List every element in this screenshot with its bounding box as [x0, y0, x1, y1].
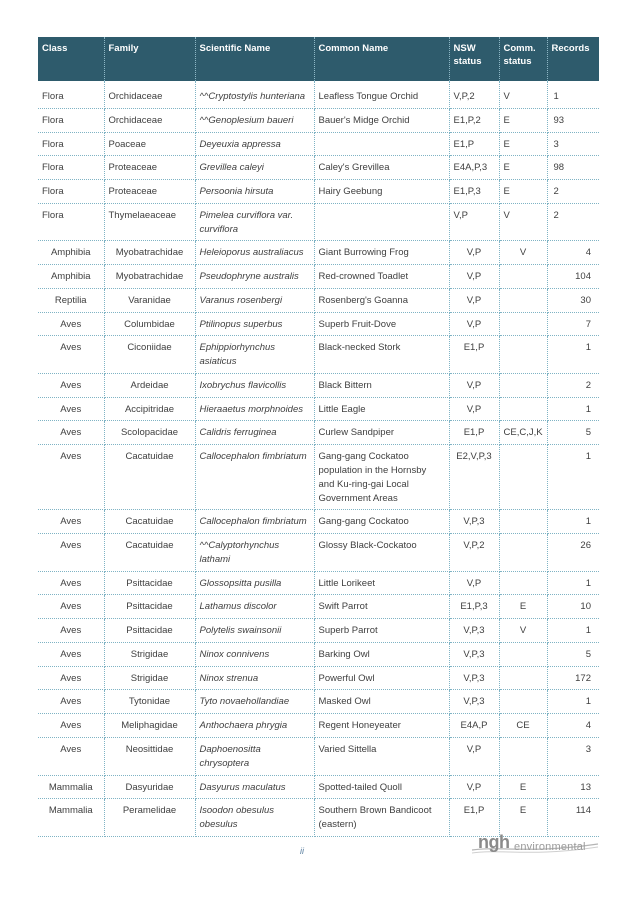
cell-records: 114 — [547, 799, 599, 837]
cell-class: Aves — [38, 421, 104, 445]
cell-class: Flora — [38, 203, 104, 241]
table-row — [38, 737, 599, 775]
cell-common-name: Spotted-tailed Quoll — [314, 775, 449, 799]
cell-class: Mammalia — [38, 775, 104, 799]
cell-comm-status: CE — [499, 714, 547, 738]
cell-records: 3 — [547, 132, 599, 156]
cell-records: 2 — [547, 180, 599, 204]
cell-common-name: Superb Fruit-Dove — [314, 312, 449, 336]
cell-class: Reptilia — [38, 288, 104, 312]
cell-scientific-name: Heleioporus australiacus — [195, 241, 314, 265]
cell-class: Aves — [38, 595, 104, 619]
table-row — [38, 132, 599, 156]
cell-scientific-name: Persoonia hirsuta — [195, 180, 314, 204]
table-row — [38, 397, 599, 421]
table-row — [38, 619, 599, 643]
cell-family: Neosittidae — [104, 737, 195, 775]
table-row — [38, 595, 599, 619]
cell-records: 30 — [547, 288, 599, 312]
cell-scientific-name: ^^Cryptostylis hunteriana — [195, 81, 314, 108]
threatened-species-table — [38, 37, 599, 837]
cell-family: Varanidae — [104, 288, 195, 312]
cell-class: Aves — [38, 312, 104, 336]
cell-common-name: Barking Owl — [314, 642, 449, 666]
cell-class: Flora — [38, 180, 104, 204]
table-row — [38, 156, 599, 180]
cell-common-name: Varied Sittella — [314, 737, 449, 775]
cell-class: Flora — [38, 81, 104, 108]
table-row — [38, 714, 599, 738]
table-row — [38, 312, 599, 336]
cell-comm-status — [499, 312, 547, 336]
cell-comm-status: V — [499, 203, 547, 241]
table-row — [38, 421, 599, 445]
cell-common-name: Gang-gang Cockatoo — [314, 510, 449, 534]
table-row — [38, 265, 599, 289]
cell-records: 5 — [547, 421, 599, 445]
table-row — [38, 336, 599, 374]
cell-records: 1 — [547, 445, 599, 510]
cell-nsw-status: V,P,3 — [449, 666, 499, 690]
cell-comm-status: V — [499, 241, 547, 265]
cell-scientific-name: Hieraaetus morphnoides — [195, 397, 314, 421]
cell-family: Orchidaceae — [104, 81, 195, 108]
cell-family: Strigidae — [104, 666, 195, 690]
cell-common-name: Bauer's Midge Orchid — [314, 108, 449, 132]
cell-nsw-status: E1,P — [449, 799, 499, 837]
cell-family: Tytonidae — [104, 690, 195, 714]
cell-records: 13 — [547, 775, 599, 799]
cell-scientific-name: Lathamus discolor — [195, 595, 314, 619]
page-number: ii — [300, 846, 304, 856]
cell-comm-status: V — [499, 81, 547, 108]
cell-scientific-name: Pseudophryne australis — [195, 265, 314, 289]
cell-comm-status — [499, 737, 547, 775]
cell-scientific-name: Ixobrychus flavicollis — [195, 373, 314, 397]
cell-scientific-name: ^^Genoplesium baueri — [195, 108, 314, 132]
cell-common-name: Giant Burrowing Frog — [314, 241, 449, 265]
cell-family: Peramelidae — [104, 799, 195, 837]
cell-scientific-name: Deyeuxia appressa — [195, 132, 314, 156]
cell-scientific-name: Ninox connivens — [195, 642, 314, 666]
cell-scientific-name: Ninox strenua — [195, 666, 314, 690]
cell-family: Cacatuidae — [104, 510, 195, 534]
cell-comm-status: E — [499, 775, 547, 799]
cell-nsw-status: E1,P — [449, 132, 499, 156]
cell-class: Aves — [38, 642, 104, 666]
cell-common-name — [314, 203, 449, 241]
cell-family: Thymelaeaceae — [104, 203, 195, 241]
header-nsw-status: NSW status — [449, 37, 499, 81]
cell-scientific-name: Glossopsitta pusilla — [195, 571, 314, 595]
cell-scientific-name: Daphoenositta chrysoptera — [195, 737, 314, 775]
cell-family: Poaceae — [104, 132, 195, 156]
cell-class: Aves — [38, 714, 104, 738]
cell-class: Flora — [38, 108, 104, 132]
cell-family: Cacatuidae — [104, 534, 195, 572]
table-row — [38, 445, 599, 510]
cell-common-name: Rosenberg's Goanna — [314, 288, 449, 312]
cell-nsw-status: E2,V,P,3 — [449, 445, 499, 510]
cell-records: 2 — [547, 203, 599, 241]
cell-comm-status — [499, 336, 547, 374]
cell-common-name: Powerful Owl — [314, 666, 449, 690]
cell-comm-status — [499, 642, 547, 666]
cell-nsw-status: V,P — [449, 312, 499, 336]
cell-common-name: Masked Owl — [314, 690, 449, 714]
cell-comm-status: E — [499, 156, 547, 180]
cell-common-name: Superb Parrot — [314, 619, 449, 643]
cell-common-name: Black Bittern — [314, 373, 449, 397]
table-row — [38, 690, 599, 714]
cell-common-name: Little Eagle — [314, 397, 449, 421]
cell-nsw-status: V,P — [449, 288, 499, 312]
cell-records: 104 — [547, 265, 599, 289]
cell-records: 26 — [547, 534, 599, 572]
cell-nsw-status: E1,P,3 — [449, 595, 499, 619]
cell-family: Psittacidae — [104, 571, 195, 595]
cell-scientific-name: Pimelea curviflora var. curviflora — [195, 203, 314, 241]
table-row — [38, 203, 599, 241]
cell-common-name: Hairy Geebung — [314, 180, 449, 204]
cell-class: Amphibia — [38, 265, 104, 289]
cell-nsw-status: V,P — [449, 571, 499, 595]
cell-nsw-status: E4A,P — [449, 714, 499, 738]
cell-scientific-name: ^^Calyptorhynchus lathami — [195, 534, 314, 572]
cell-common-name: Black-necked Stork — [314, 336, 449, 374]
cell-class: Aves — [38, 445, 104, 510]
header-comm-status: Comm. status — [499, 37, 547, 81]
cell-class: Aves — [38, 510, 104, 534]
cell-class: Amphibia — [38, 241, 104, 265]
cell-family: Myobatrachidae — [104, 241, 195, 265]
cell-records: 172 — [547, 666, 599, 690]
table-row — [38, 534, 599, 572]
cell-class: Aves — [38, 397, 104, 421]
cell-nsw-status: V,P — [449, 397, 499, 421]
cell-common-name: Leafless Tongue Orchid — [314, 81, 449, 108]
cell-comm-status — [499, 288, 547, 312]
cell-scientific-name: Varanus rosenbergi — [195, 288, 314, 312]
header-records: Records — [547, 37, 599, 81]
cell-nsw-status: V,P — [449, 265, 499, 289]
cell-class: Flora — [38, 132, 104, 156]
cell-nsw-status: V,P — [449, 775, 499, 799]
cell-nsw-status: V,P,3 — [449, 642, 499, 666]
cell-class: Aves — [38, 534, 104, 572]
cell-family: Columbidae — [104, 312, 195, 336]
cell-family: Psittacidae — [104, 595, 195, 619]
cell-comm-status — [499, 373, 547, 397]
header-family: Family — [104, 37, 195, 81]
cell-nsw-status: V,P — [449, 737, 499, 775]
cell-records: 98 — [547, 156, 599, 180]
cell-nsw-status: E1,P — [449, 421, 499, 445]
table-row — [38, 241, 599, 265]
table-body — [38, 81, 599, 836]
table-row — [38, 108, 599, 132]
cell-nsw-status: E1,P,3 — [449, 180, 499, 204]
cell-records: 5 — [547, 642, 599, 666]
cell-common-name: Glossy Black-Cockatoo — [314, 534, 449, 572]
cell-family: Dasyuridae — [104, 775, 195, 799]
cell-class: Aves — [38, 619, 104, 643]
cell-scientific-name: Callocephalon fimbriatum — [195, 445, 314, 510]
cell-records: 93 — [547, 108, 599, 132]
cell-records: 3 — [547, 737, 599, 775]
cell-comm-status: V — [499, 619, 547, 643]
cell-comm-status — [499, 571, 547, 595]
cell-nsw-status: V,P,2 — [449, 534, 499, 572]
cell-family: Proteaceae — [104, 180, 195, 204]
cell-family: Ardeidae — [104, 373, 195, 397]
cell-records: 1 — [547, 571, 599, 595]
table-row — [38, 642, 599, 666]
cell-records: 1 — [547, 336, 599, 374]
cell-comm-status — [499, 534, 547, 572]
cell-family: Meliphagidae — [104, 714, 195, 738]
cell-scientific-name: Callocephalon fimbriatum — [195, 510, 314, 534]
cell-common-name: Swift Parrot — [314, 595, 449, 619]
cell-records: 1 — [547, 690, 599, 714]
cell-comm-status: E — [499, 132, 547, 156]
table-row — [38, 666, 599, 690]
cell-class: Aves — [38, 690, 104, 714]
cell-comm-status: E — [499, 108, 547, 132]
cell-common-name: Gang-gang Cockatoo population in the Hornsby and Ku-ring-gai Local Government Areas — [314, 445, 449, 510]
cell-records: 2 — [547, 373, 599, 397]
header-common-name: Common Name — [314, 37, 449, 81]
cell-scientific-name: Tyto novaehollandiae — [195, 690, 314, 714]
cell-common-name: Curlew Sandpiper — [314, 421, 449, 445]
table-row — [38, 288, 599, 312]
cell-common-name: Little Lorikeet — [314, 571, 449, 595]
cell-common-name: Regent Honeyeater — [314, 714, 449, 738]
header-scientific-name: Scientific Name — [195, 37, 314, 81]
cell-nsw-status: V,P,3 — [449, 619, 499, 643]
table-row — [38, 180, 599, 204]
cell-scientific-name: Ephippiorhynchus asiaticus — [195, 336, 314, 374]
cell-common-name: Caley's Grevillea — [314, 156, 449, 180]
cell-family: Proteaceae — [104, 156, 195, 180]
table-header-row — [38, 37, 599, 81]
cell-comm-status — [499, 265, 547, 289]
cell-family: Orchidaceae — [104, 108, 195, 132]
cell-scientific-name: Dasyurus maculatus — [195, 775, 314, 799]
cell-comm-status — [499, 510, 547, 534]
cell-comm-status — [499, 445, 547, 510]
cell-common-name: Red-crowned Toadlet — [314, 265, 449, 289]
cell-records: 1 — [547, 619, 599, 643]
cell-class: Aves — [38, 737, 104, 775]
cell-nsw-status: V,P,3 — [449, 510, 499, 534]
cell-nsw-status: V,P,2 — [449, 81, 499, 108]
cell-class: Aves — [38, 571, 104, 595]
cell-family: Psittacidae — [104, 619, 195, 643]
cell-nsw-status: V,P — [449, 203, 499, 241]
table-row — [38, 81, 599, 108]
cell-comm-status: E — [499, 180, 547, 204]
cell-class: Aves — [38, 666, 104, 690]
logo-main-text: ngh — [478, 832, 510, 852]
cell-comm-status: E — [499, 595, 547, 619]
cell-class: Aves — [38, 336, 104, 374]
cell-common-name — [314, 132, 449, 156]
cell-class: Aves — [38, 373, 104, 397]
cell-records: 10 — [547, 595, 599, 619]
cell-comm-status: CE,C,J,K — [499, 421, 547, 445]
cell-comm-status — [499, 690, 547, 714]
cell-common-name: Southern Brown Bandicoot (eastern) — [314, 799, 449, 837]
cell-scientific-name: Grevillea caleyi — [195, 156, 314, 180]
cell-class: Flora — [38, 156, 104, 180]
cell-nsw-status: V,P,3 — [449, 690, 499, 714]
cell-family: Ciconiidae — [104, 336, 195, 374]
table-row — [38, 571, 599, 595]
header-class: Class — [38, 37, 104, 81]
cell-family: Cacatuidae — [104, 445, 195, 510]
logo-sub-text: environmental — [514, 841, 586, 853]
cell-nsw-status: V,P — [449, 373, 499, 397]
cell-scientific-name: Polytelis swainsonii — [195, 619, 314, 643]
cell-family: Scolopacidae — [104, 421, 195, 445]
cell-comm-status — [499, 666, 547, 690]
cell-records: 4 — [547, 714, 599, 738]
cell-family: Strigidae — [104, 642, 195, 666]
cell-scientific-name: Calidris ferruginea — [195, 421, 314, 445]
cell-class: Mammalia — [38, 799, 104, 837]
cell-nsw-status: E1,P,2 — [449, 108, 499, 132]
ngh-logo — [470, 832, 600, 862]
cell-nsw-status: E4A,P,3 — [449, 156, 499, 180]
cell-scientific-name: Anthochaera phrygia — [195, 714, 314, 738]
table-row — [38, 373, 599, 397]
cell-nsw-status: V,P — [449, 241, 499, 265]
cell-scientific-name: Isoodon obesulus obesulus — [195, 799, 314, 837]
cell-records: 1 — [547, 81, 599, 108]
table-row — [38, 510, 599, 534]
cell-scientific-name: Ptilinopus superbus — [195, 312, 314, 336]
species-page — [38, 37, 599, 837]
cell-records: 1 — [547, 510, 599, 534]
cell-comm-status — [499, 397, 547, 421]
cell-comm-status: E — [499, 799, 547, 837]
cell-family: Myobatrachidae — [104, 265, 195, 289]
cell-records: 4 — [547, 241, 599, 265]
table-row — [38, 775, 599, 799]
cell-nsw-status: E1,P — [449, 336, 499, 374]
cell-family: Accipitridae — [104, 397, 195, 421]
table-row — [38, 799, 599, 837]
cell-records: 7 — [547, 312, 599, 336]
cell-records: 1 — [547, 397, 599, 421]
